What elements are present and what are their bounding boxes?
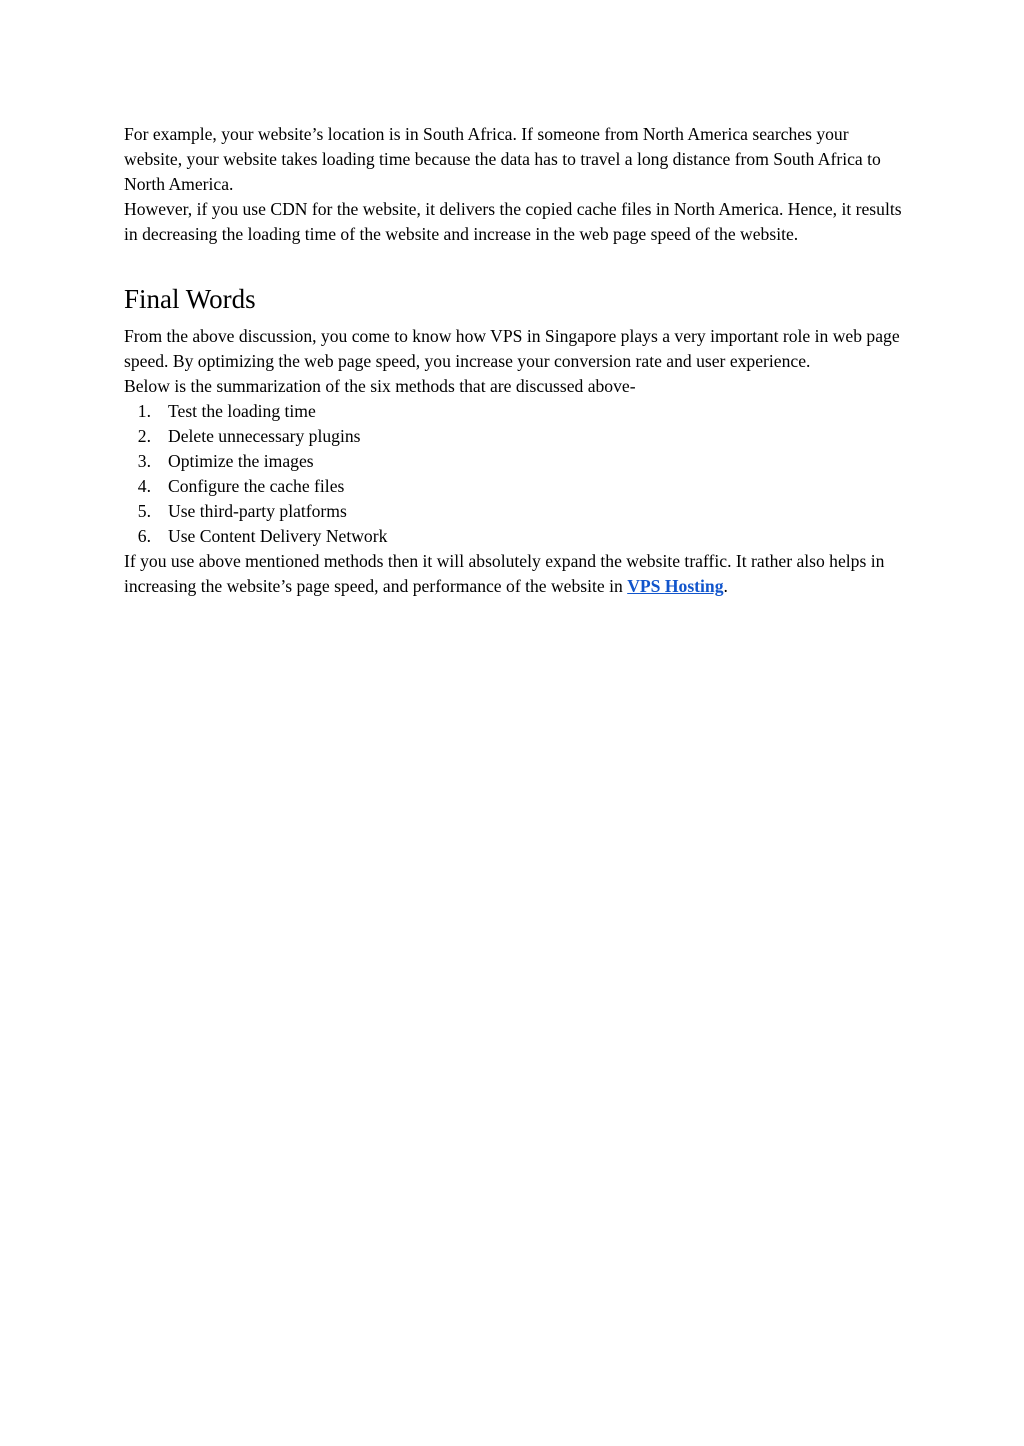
list-item-number: 2. (137, 426, 151, 446)
list-item-text: Test the loading time (168, 401, 316, 421)
list-item-number: 1. (137, 401, 151, 421)
list-item (124, 424, 904, 449)
list-item-number: 3. (137, 451, 151, 471)
intro-paragraph-2: However, if you use CDN for the website, it delivers the copied cache files in North America. Hence, it results in decreasing the loading time of the website and increase in the web page speed of the website. (124, 199, 902, 244)
list-item-text: Optimize the images (168, 451, 314, 471)
list-item-text: Use third-party platforms (168, 501, 347, 521)
list-item-number: 6. (137, 526, 151, 546)
list-item-text: Use Content Delivery Network (168, 526, 388, 546)
final-words-heading: Final Words (124, 284, 256, 314)
list-item (124, 524, 904, 549)
intro-paragraph-1: For example, your website’s location is in South Africa. If someone from North America searches your website, your website takes loading time because the data has to travel a long distance from South Africa to North America. (124, 124, 881, 194)
closing-text: If you use above mentioned methods then it will absolutely expand the website traffic. It rather also helps in increasing the website’s page speed, and performance of the website in (124, 551, 885, 596)
list-item-text: Configure the cache files (168, 476, 345, 496)
closing-period: . (723, 576, 728, 596)
list-item (124, 499, 904, 524)
list-item (124, 399, 904, 424)
list-item-number: 4. (137, 476, 151, 496)
methods-list (124, 399, 904, 549)
list-item (124, 474, 904, 499)
document-page (124, 122, 904, 599)
list-item (124, 449, 904, 474)
list-item-number: 5. (137, 501, 151, 521)
final-words-paragraph-2: Below is the summarization of the six methods that are discussed above- (124, 376, 636, 396)
vps-hosting-link[interactable]: VPS Hosting (627, 576, 724, 596)
final-words-paragraph-1: From the above discussion, you come to know how VPS in Singapore plays a very important role in web page speed. By optimizing the web page speed, you increase your conversion rate and user experience. (124, 326, 900, 371)
list-item-text: Delete unnecessary plugins (168, 426, 361, 446)
closing-paragraph (124, 549, 904, 599)
